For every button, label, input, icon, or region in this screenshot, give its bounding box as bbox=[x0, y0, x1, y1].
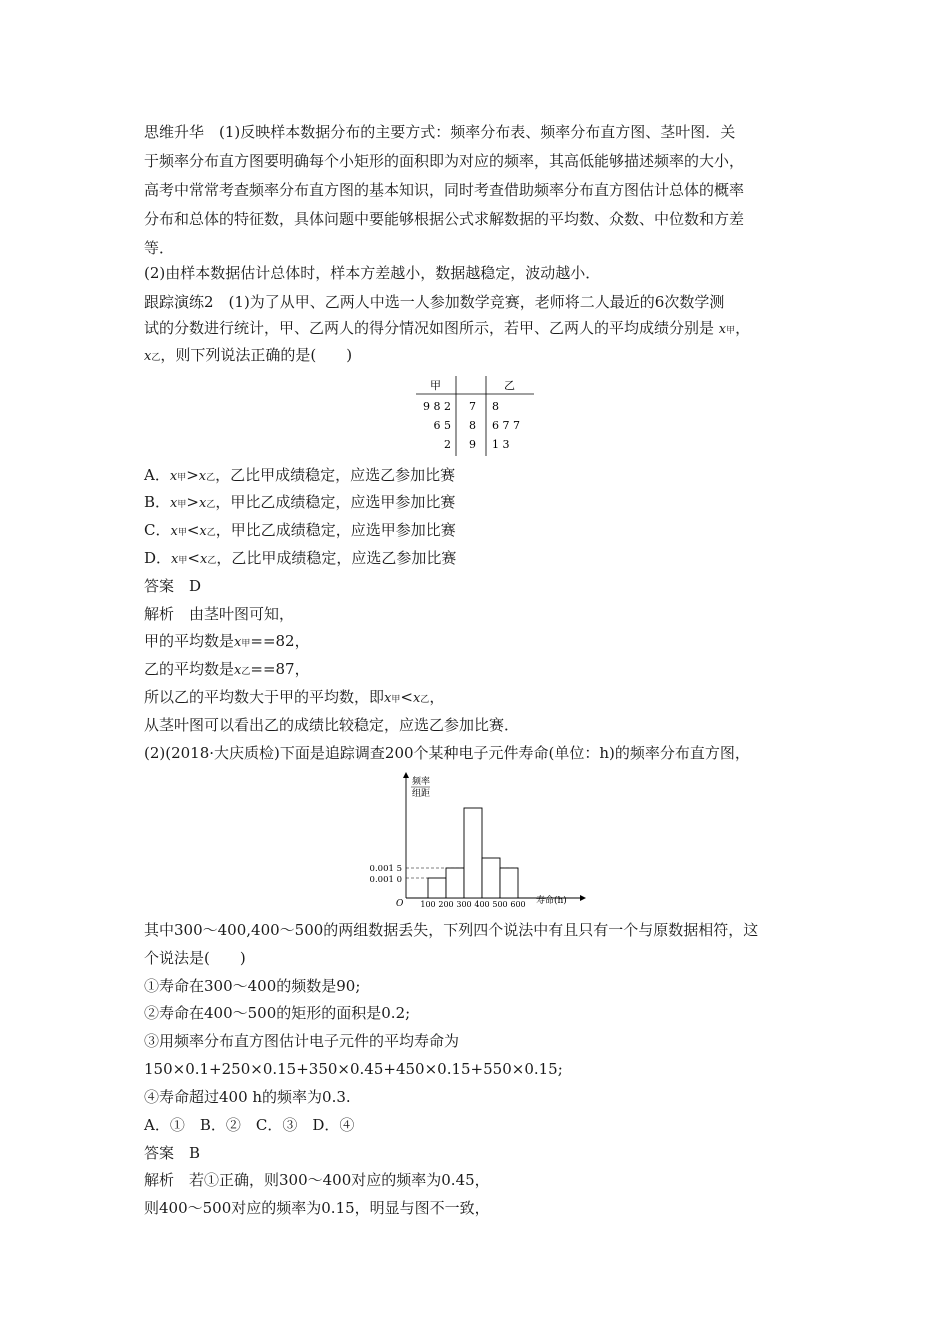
stem-leaves-right: 1 3 bbox=[492, 438, 510, 451]
analysis-line: 甲的平均数是x甲==82， bbox=[144, 632, 310, 650]
analysis-line: 解析 由茎叶图可知， bbox=[144, 605, 295, 623]
question-line bbox=[144, 345, 352, 368]
stem-leaves-left: 9 8 2 bbox=[423, 400, 451, 413]
histogram-bar bbox=[446, 868, 464, 898]
stem-header-left: 甲 bbox=[430, 379, 441, 392]
question-text: ，则下列说法正确的是( ) bbox=[160, 346, 353, 364]
y-axis-arrow bbox=[403, 772, 409, 778]
analysis-line: 乙的平均数是x乙==87， bbox=[144, 660, 310, 678]
options-line: A．① B．② C．③ D．④ bbox=[144, 1116, 355, 1134]
question-line: 其中300～400,400～500的两组数据丢失，下列四个说法中有且只有一个与原数据相符，这 bbox=[144, 921, 759, 939]
y-tick-label: 0.001 5 bbox=[369, 864, 402, 874]
question-text: 试的分数进行统计，甲、乙两人的得分情况如图所示，若甲、乙两人的平均成绩分别是 bbox=[144, 319, 715, 337]
statement-1: ①寿命在300～400的频数是90; bbox=[144, 977, 361, 995]
statement-3-formula: 150×0.1+250×0.15+350×0.45+450×0.15+550×0.15; bbox=[144, 1060, 563, 1078]
statement-2: ②寿命在400～500的矩形的面积是0.2; bbox=[144, 1004, 411, 1022]
statement-4: ④寿命超过400 h的频率为0.3. bbox=[144, 1088, 351, 1106]
analysis-line: 解析 若①正确，则300～400对应的频率为0.45， bbox=[144, 1171, 490, 1189]
question-line: 跟踪演练2 (1)为了从甲、乙两人中选一人参加数学竞赛，老师将二人最近的6次数学测 bbox=[144, 293, 725, 311]
summary-line: 等． bbox=[144, 239, 175, 257]
stem-value: 8 bbox=[469, 419, 476, 432]
summary-line: 思维升华 (1)反映样本数据分布的主要方式：频率分布表、频率分布直方图、茎叶图．关 bbox=[144, 123, 736, 141]
summary-line: 于频率分布直方图要明确每个小矩形的面积即为对应的频率，其高低能够描述频率的大小， bbox=[144, 152, 745, 170]
x-axis-arrow bbox=[580, 895, 586, 901]
answer-line: 答案 D bbox=[144, 577, 202, 595]
subscript: 乙 bbox=[151, 353, 161, 363]
question-line: 个说法是( ) bbox=[144, 949, 246, 967]
stem-value: 9 bbox=[469, 438, 476, 451]
question-line: (2)(2018·大庆质检)下面是追踪调查200个某种电子元件寿命(单位：h)的频率分布直方图， bbox=[144, 744, 750, 762]
analysis-line: 从茎叶图可以看出乙的成绩比较稳定，应选乙参加比赛． bbox=[144, 716, 520, 734]
summary-line: (2)由样本数据估计总体时，样本方差越小，数据越稳定，波动越小． bbox=[144, 264, 601, 282]
option-d: D．x甲<x乙，乙比甲成绩稳定，应选乙参加比赛 bbox=[144, 549, 457, 567]
statement-3: ③用频率分布直方图估计电子元件的平均寿命为 bbox=[144, 1032, 460, 1050]
answer-line: 答案 B bbox=[144, 1144, 201, 1162]
stem-leaves-right: 8 bbox=[492, 400, 499, 413]
subscript: 甲 bbox=[726, 326, 736, 336]
summary-line: 分布和总体的特征数，具体问题中要能够根据公式求解数据的平均数、众数、中位数和方差 bbox=[144, 210, 745, 228]
frequency-histogram bbox=[368, 770, 588, 910]
analysis-line: 所以乙的平均数大于甲的平均数，即x甲<x乙， bbox=[144, 688, 445, 706]
y-label-top: 频率 bbox=[412, 777, 431, 787]
origin-label: O bbox=[396, 899, 404, 909]
stem-header-right: 乙 bbox=[504, 379, 515, 392]
summary-line: 高考中常常考查频率分布直方图的基本知识，同时考查借助频率分布直方图估计总体的概率 bbox=[144, 181, 745, 199]
histogram-bar bbox=[500, 868, 518, 898]
x-tick-label: 400 bbox=[474, 900, 490, 909]
question-line: 试的分数进行统计，甲、乙两人的得分情况如图所示，若甲、乙两人的平均成绩分别是 x甲， bbox=[144, 319, 751, 337]
histogram-bar bbox=[428, 878, 446, 898]
stem-leaves-left: 2 bbox=[444, 438, 451, 451]
stem-leaf-plot bbox=[416, 376, 536, 456]
x-axis-label: 寿命(h) bbox=[536, 896, 567, 906]
option-a: A．x甲>x乙，乙比甲成绩稳定，应选乙参加比赛 bbox=[144, 466, 456, 484]
y-label-bottom: 组距 bbox=[412, 789, 431, 799]
x-tick-label: 500 bbox=[492, 900, 508, 909]
stem-leaves-left: 6 5 bbox=[433, 419, 451, 432]
stem-leaves-right: 6 7 7 bbox=[492, 419, 520, 432]
x-tick-label: 300 bbox=[456, 900, 472, 909]
x-tick-label: 200 bbox=[438, 900, 454, 909]
histogram-bar bbox=[482, 858, 500, 898]
y-tick-label: 0.001 0 bbox=[369, 875, 402, 885]
x-symbol: x bbox=[718, 322, 727, 337]
x-tick-label: 100 bbox=[420, 900, 436, 909]
option-c: C．x甲<x乙，甲比乙成绩稳定，应选甲参加比赛 bbox=[144, 521, 456, 539]
x-symbol: x bbox=[144, 349, 152, 364]
stem-value: 7 bbox=[469, 400, 476, 413]
option-b: B．x甲>x乙，甲比乙成绩稳定，应选甲参加比赛 bbox=[144, 493, 456, 511]
analysis-line: 则400～500对应的频率为0.15，明显与图不一致， bbox=[144, 1199, 490, 1217]
x-tick-label: 600 bbox=[510, 900, 526, 909]
histogram-bar bbox=[464, 808, 482, 898]
